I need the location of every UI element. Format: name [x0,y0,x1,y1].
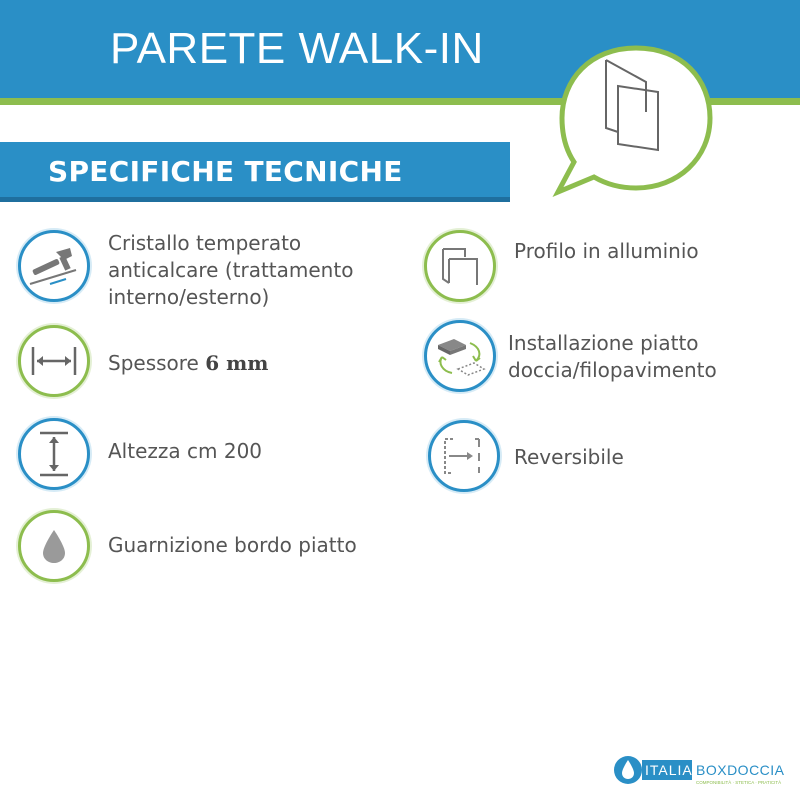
width-arrows-icon [29,341,79,381]
aluminium-profile-icon [435,241,485,291]
feature-gasket-label: Guarnizione bordo piatto [108,533,357,557]
water-drop-icon [39,526,69,566]
shower-tray-install-icon [432,331,488,381]
feature-profile-label: Profilo in alluminio [514,239,699,263]
install-line-2: doccia/filopavimento [508,358,717,382]
feature-glass-line-2: anticalcare (trattamento [108,258,354,282]
feature-glass-label [108,230,353,311]
thickness-value: 6 mm [205,351,269,375]
install-line-1: Installazione piatto [508,331,699,355]
feature-reversible-label: Reversibile [514,445,624,469]
height-arrows-icon [34,429,74,479]
feature-height-label [108,438,262,465]
thickness-label-text: Spessore [108,351,199,375]
feature-profile-icon-circle [424,230,496,302]
feature-install-label [508,330,717,384]
feature-gasket-icon-circle [18,510,90,582]
feature-thickness-icon-circle [18,325,90,397]
feature-glass-line-1: Cristallo temperato [108,231,302,255]
product-bubble-icon [548,40,718,200]
feature-thickness-label [108,350,268,377]
svg-text:BOXDOCCIA: BOXDOCCIA [696,762,785,778]
height-label-text: Altezza cm [108,439,218,463]
svg-text:ITALIA: ITALIA [645,762,693,778]
feature-install-icon-circle [424,320,496,392]
feature-glass-icon-circle [18,230,90,302]
hammer-glass-icon [26,238,82,294]
reversible-arrow-icon [439,433,489,479]
svg-text:COMPONIBILITÀ · STETICA · PRAT: COMPONIBILITÀ · STETICA · PRATICITÀ [696,780,782,785]
feature-glass-line-3: interno/esterno) [108,285,270,309]
brand-logo [612,752,792,788]
height-value: 200 [223,439,263,463]
feature-height-icon-circle [18,418,90,490]
feature-reversible-icon-circle [428,420,500,492]
section-title: SPECIFICHE TECNICHE [48,155,403,188]
page-title: PARETE WALK-IN [110,24,484,73]
